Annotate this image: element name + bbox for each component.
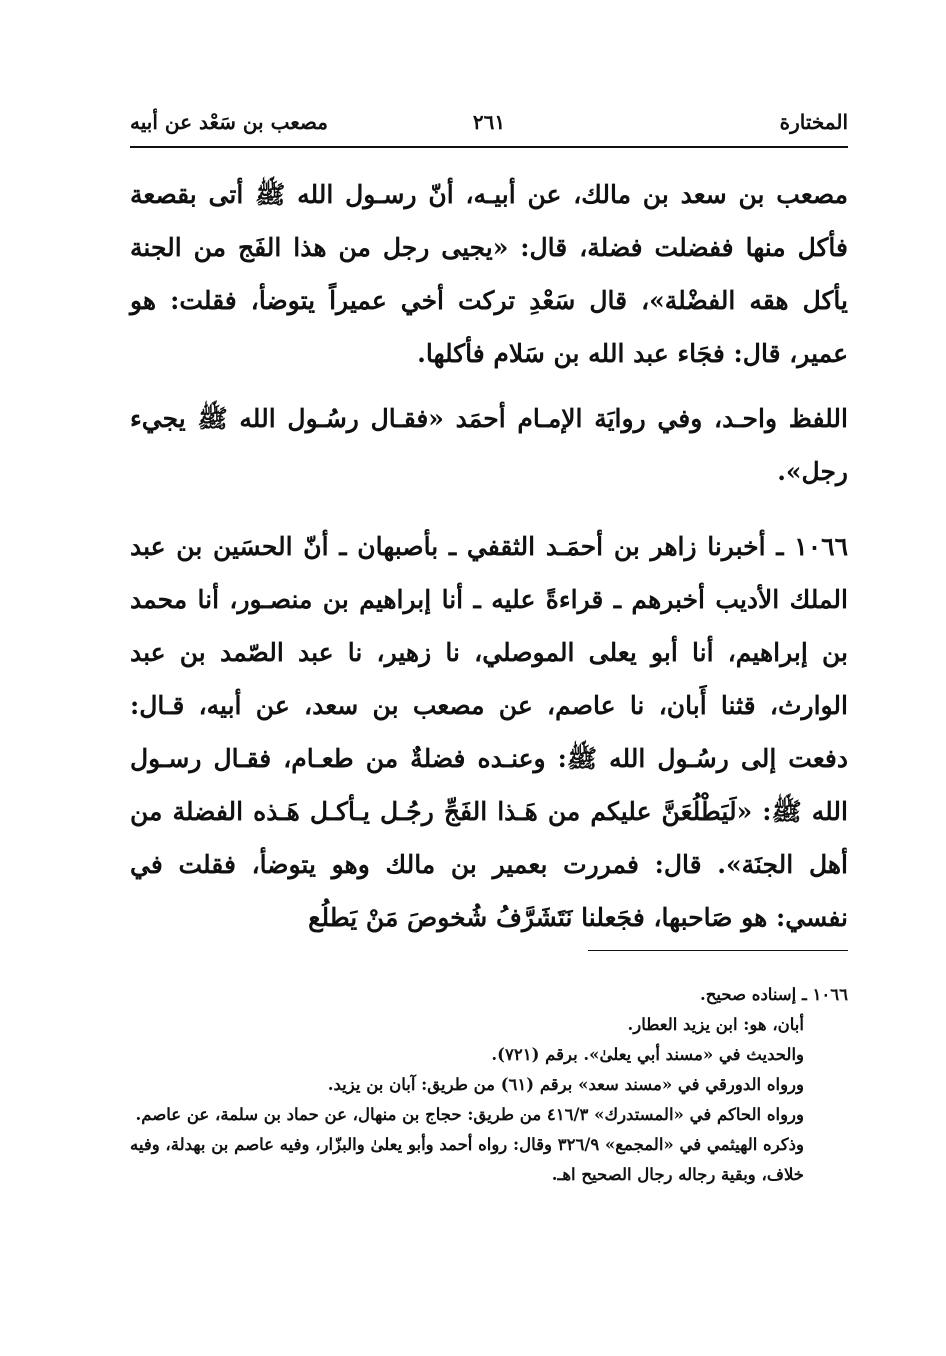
header-divider <box>130 146 848 148</box>
header-book-title: المختارة <box>779 110 848 134</box>
footnote-line: والحديث في «مسند أبي يعلىٰ». برقم (٧٢١). <box>491 1045 804 1064</box>
paragraph-text: مصعب بن سعد بن مالك، عن أبيـه، أنّ رسـول الله ﷺ أتى بقصعة فأكل منها ففضلت فضلة، قال: «يجيى رجل من هذا الفَج من الجنة يأكل هقه الفضْلة»، قال سَعْدِ تركت أخي عميراً يتوضأ، فقلت: هو عمير، قال: فجَاء عبد الله بن سَلام فأكلها. <box>130 180 848 368</box>
footnote-line: ورواه الدورقي في «مسند سعد» برقم (٦١) من طريق: آبان بن يزيد. <box>327 1075 804 1094</box>
footnote-line: ورواه الحاكم في «المستدرك» ٤١٦/٣ من طريق: حجاج بن منهال، عن حماد بن سلمة، عن عاصم. <box>135 1105 804 1124</box>
footnote-line: ١٠٦٦ ـ إسناده صحيح. <box>700 985 848 1004</box>
body-paragraph-1 <box>130 168 848 380</box>
paragraph-text: اللفظ واحـد، وفي روايَة الإمـام أحمَد «فقـال رسُـول الله ﷺ يجيء رجل». <box>130 404 848 486</box>
footnote-divider <box>588 950 848 951</box>
hadith-1066-paragraph <box>130 520 848 944</box>
footnotes <box>130 980 848 1190</box>
paragraph-text: ١٠٦٦ ـ أخبرنا زاهر بن أحمَـد الثقفي ـ بأصبهان ـ أنّ الحسَين بن عبد الملك الأديب أخبرهم ـ قراءةً عليه ـ أنا إبراهيم بن منصـور، أنا محمد بن إبراهيم، أنا أبو يعلى الموصلي، نا زهير، نا عبد الصّمد بن عبد الوارث، قثنا أَبان، نا عاصم، عن مصعب بن سعد، عن أبيه، قـال: دفعت إلى رسُـول الله ﷺ: وعنـده فضلةٌ من طعـام، فقـال رسـول الله ﷺ: «لَيَطْلُعَنَّ عليكم من هَـذا الفَجِّ رجُـل يـأكـل هَـذه الفضلة من أهل الجنَة». قال: فمررت بعمير بن مالك وهو يتوضأ، فقلت في نفسي: هو صَاحبها، فجَعلنا نَتَشَرَّفُ شُخوصَ مَنْ يَطلُع <box>130 532 848 932</box>
running-header <box>130 100 848 140</box>
header-chapter-title: مصعب بن سَعْد عن أبيه <box>130 110 328 134</box>
footnote-line: أبان، هو: ابن يزيد العطار. <box>627 1015 804 1034</box>
body-paragraph-2 <box>130 392 848 498</box>
page-number: ٢٦١ <box>472 110 506 134</box>
footnote-line: وذكره الهيثمي في «المجمع» ٣٢٦/٩ وقال: رواه أحمد وأبو يعلىٰ والبزّار، وفيه عاصم بن بهدلة، وفيه خلاف، وبقية رجاله رجال الصحيح اهـ. <box>130 1135 804 1184</box>
